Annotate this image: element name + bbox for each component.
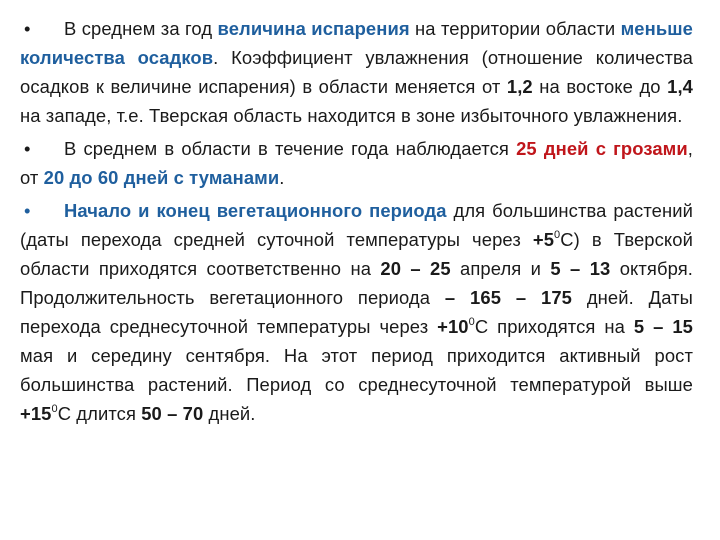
text-segment: на востоке до bbox=[532, 76, 668, 97]
paragraph-vegetation-period bbox=[20, 196, 693, 428]
text-segment: для большинства растений (даты перехода средней суточной температуры через bbox=[20, 200, 693, 250]
degree-sup: 0 bbox=[468, 315, 475, 328]
value-duration-range: – 165 – 175 bbox=[444, 287, 573, 308]
highlight-less-precipitation: меньше количества осадков bbox=[20, 18, 693, 68]
bullet-marker: • bbox=[24, 138, 31, 159]
value-plus10: +10 bbox=[437, 316, 469, 337]
value-plus15: +15 bbox=[20, 403, 52, 424]
text-segment: апреля и bbox=[450, 258, 551, 279]
degree-sup: 0 bbox=[51, 402, 58, 415]
degree-sup: 0 bbox=[554, 228, 561, 241]
text-segment: на территории области bbox=[409, 18, 621, 39]
document-body bbox=[20, 14, 693, 428]
bullet-marker: • bbox=[24, 200, 31, 221]
paragraph-evaporation bbox=[20, 14, 693, 130]
value-days-range: 50 – 70 bbox=[141, 403, 204, 424]
text-segment: С приходятся на bbox=[474, 316, 634, 337]
text-segment: октября. Продолжительность вегетационного периода bbox=[20, 258, 693, 308]
text-segment: мая и середину сентября. На этот период приходится активный рост большинства растений. Период со среднесуточной температурой выше bbox=[20, 345, 693, 395]
value-west: 1,4 bbox=[667, 76, 693, 97]
bullet-marker: • bbox=[24, 18, 31, 39]
text-segment: дней. bbox=[203, 403, 256, 424]
highlight-evaporation: величина испарения bbox=[217, 18, 410, 39]
paragraph-storms-fog bbox=[20, 134, 693, 192]
text-segment: В среднем в области в течение года наблюдается bbox=[64, 138, 517, 159]
value-april-range: 20 – 25 bbox=[380, 258, 451, 279]
text-segment: С) в Тверской области приходятся соответственно на bbox=[20, 229, 693, 279]
text-segment: , от bbox=[20, 138, 694, 188]
text-segment: В среднем за год bbox=[64, 18, 218, 39]
value-east: 1,2 bbox=[506, 76, 533, 97]
text-segment: . bbox=[279, 167, 285, 188]
highlight-thunderstorm-days: 25 дней с грозами bbox=[516, 138, 688, 159]
text-segment: . Коэффициент увлажнения (отношение количества осадков к величине испарения) в области меняется от bbox=[20, 47, 694, 97]
text-segment: дней. Даты перехода среднесуточной температуры через bbox=[20, 287, 693, 337]
highlight-vegetation-period: Начало и конец вегетационного периода bbox=[64, 200, 447, 221]
value-october-range: 5 – 13 bbox=[550, 258, 611, 279]
text-segment: на западе, т.е. Тверская область находится в зоне избыточного увлажнения. bbox=[20, 105, 683, 126]
text-segment: С длится bbox=[57, 403, 142, 424]
highlight-fog-days: 20 до 60 дней с туманами bbox=[43, 167, 280, 188]
value-plus5: +5 bbox=[532, 229, 555, 250]
value-may-range: 5 – 15 bbox=[633, 316, 693, 337]
